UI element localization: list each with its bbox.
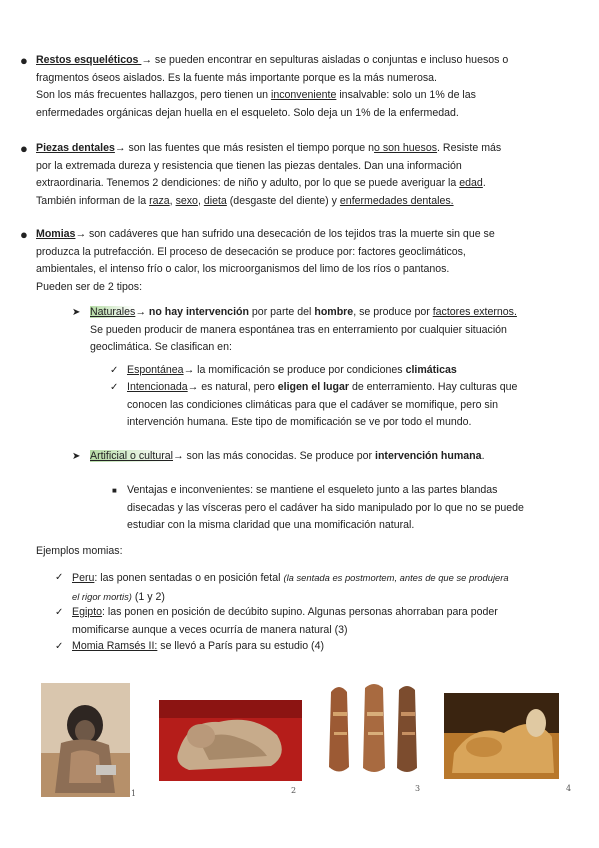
check-icon: ✓ <box>110 382 119 393</box>
artificial-section <box>90 448 570 466</box>
text: se llevó a París para su estudio (4) <box>157 640 324 652</box>
check-icon: ✓ <box>55 572 64 583</box>
text: También informan de la <box>36 194 150 207</box>
espontanea-item <box>127 362 577 380</box>
text: Son los más frecuentes hallazgos, pero tienen un <box>36 89 271 102</box>
text: Pueden ser de 2 tipos: <box>36 280 143 293</box>
check-icon: ✓ <box>110 365 119 376</box>
text: fragmentos óseos aislados. Es la fuente más importante porque es la más numerosa. <box>36 71 438 84</box>
bullet-icon: ● <box>20 141 28 156</box>
intencionada-item <box>127 379 577 432</box>
text: hombre <box>314 306 354 318</box>
text: climáticas <box>405 364 457 376</box>
naturales-section <box>90 304 570 357</box>
mummy-seated-image <box>41 683 130 797</box>
intencionada-label: Intencionada <box>127 381 188 393</box>
text: intervención humana. Este tipo de momificación se ve por todo el mundo. <box>127 416 472 429</box>
text: → son las fuentes que más resisten el tiempo porque n <box>114 142 375 154</box>
photo-egipto-mummies <box>323 682 425 777</box>
photo-peru-mummy-1 <box>41 683 130 797</box>
photo-peru-mummy-2 <box>159 700 302 781</box>
mummy-fetal-image <box>159 700 302 781</box>
text: estudiar con la misma claridad que una momificación natural. <box>127 519 415 532</box>
text: por la extremada dureza y resistencia que tienen las piezas dentales. Dan una información <box>36 159 462 172</box>
text: eligen el lugar <box>277 381 349 393</box>
text: geoclimática. Se clasifican en: <box>90 341 232 354</box>
text: insalvable: solo un 1% de las <box>336 89 476 102</box>
text: → es natural, pero <box>187 381 278 393</box>
text: : las ponen en posición de decúbito supino. Algunas personas ahorraban para poder <box>102 606 498 618</box>
peru-label: Peru <box>72 572 95 584</box>
text: momificarse aunque a veces ocurría de manera natural (3) <box>72 623 348 636</box>
text: → se pueden encontrar en sepulturas aisladas o conjuntas e incluso huesos o <box>141 54 509 66</box>
text: → son las más conocidas. Se produce por <box>173 450 375 462</box>
text: dieta <box>203 194 227 207</box>
text: extraordinaria. Tenemos 2 dendiciones: de niño y adulto, por lo que se puede averiguar la <box>36 177 460 190</box>
momias-section <box>36 226 576 296</box>
text: (la sentada es postmortem, antes de que se produjera <box>283 572 509 583</box>
arrowhead-icon: ➤ <box>72 307 81 318</box>
text: raza <box>149 194 170 207</box>
text: (desgaste del diente) y <box>226 194 340 207</box>
text: , <box>197 194 204 207</box>
ramses-label: Momia Ramsés II: <box>72 640 158 652</box>
piezas-title: Piezas dentales <box>36 142 115 154</box>
text: , <box>169 194 176 207</box>
text: o son huesos <box>374 142 438 154</box>
bullet-icon: ● <box>20 53 28 68</box>
photo-number: 2 <box>291 786 297 795</box>
text: produzca la putrefacción. El proceso de desecación se produce por: factores geoclimáticos, <box>36 245 466 258</box>
check-icon: ✓ <box>55 641 64 652</box>
photo-ramses-mummy <box>444 693 559 779</box>
square-bullet-icon: ■ <box>112 486 117 495</box>
restos-section <box>36 52 576 122</box>
photo-number: 4 <box>566 784 572 793</box>
restos-title: Restos esqueléticos <box>36 54 142 66</box>
text: de enterramiento. Hay culturas que <box>349 381 518 393</box>
text: factores externos. <box>432 306 517 318</box>
check-icon: ✓ <box>55 607 64 618</box>
text: enfermedades dentales. <box>339 194 454 207</box>
text: → la momificación se produce por condiciones <box>183 364 406 376</box>
text: . Resiste más <box>437 142 502 154</box>
momias-title: Momias <box>36 228 76 240</box>
text: . <box>482 177 486 190</box>
text: Se pueden producir de manera espontánea tras en enterramiento por cualquier situación <box>90 323 507 336</box>
photo-number: 3 <box>415 784 421 793</box>
peru-item <box>72 569 572 606</box>
bullet-icon: ● <box>20 227 28 242</box>
text: no hay intervención <box>148 306 249 318</box>
text: ambientales, el intenso frío o calor, los microorganismos del limo de los ríos o pantanos. <box>36 263 450 276</box>
piezas-section <box>36 140 576 210</box>
espontanea-label: Espontánea <box>127 364 184 376</box>
text: enfermedades orgánicas dejan huella en el esqueleto. Solo deja un 1% de la enfermedad. <box>36 106 459 119</box>
text: intervención humana <box>375 450 482 462</box>
photo-number: 1 <box>131 789 137 798</box>
naturales-label: Naturales <box>90 306 136 318</box>
ramses-mummy-image <box>444 693 559 779</box>
text: conocen las condiciones climáticas para que el cadáver se momifique, pero sin <box>127 398 498 411</box>
text: inconveniente <box>270 89 337 102</box>
text: Ventajas e inconvenientes: se mantiene el esqueleto junto a las partes blandas <box>127 484 498 496</box>
text: → son cadáveres que han sufrido una desecación de los tejidos tras la muerte sin que se <box>75 228 495 240</box>
text: edad <box>459 177 483 190</box>
text: : las ponen sentadas o en posición fetal <box>94 572 284 584</box>
ramses-item <box>72 638 572 656</box>
egipto-label: Egipto <box>72 606 103 618</box>
ventajas-item <box>127 482 577 535</box>
text: disecadas y las vísceras pero el cadáver ha sido manipulado por lo que no se puede <box>127 501 524 514</box>
egipto-item <box>72 604 572 639</box>
text: el rigor mortis) <box>72 590 132 602</box>
egyptian-mummies-image <box>323 682 425 777</box>
text: , se produce por <box>353 306 433 318</box>
ejemplos-title: Ejemplos momias: <box>36 545 123 557</box>
artificial-label: Artificial o cultural <box>90 450 174 462</box>
text: por parte del <box>248 306 315 318</box>
arrowhead-icon: ➤ <box>72 451 81 462</box>
text: sexo <box>175 194 198 207</box>
text: (1 y 2) <box>131 590 165 603</box>
text: → <box>135 306 149 318</box>
text: . <box>481 450 485 462</box>
